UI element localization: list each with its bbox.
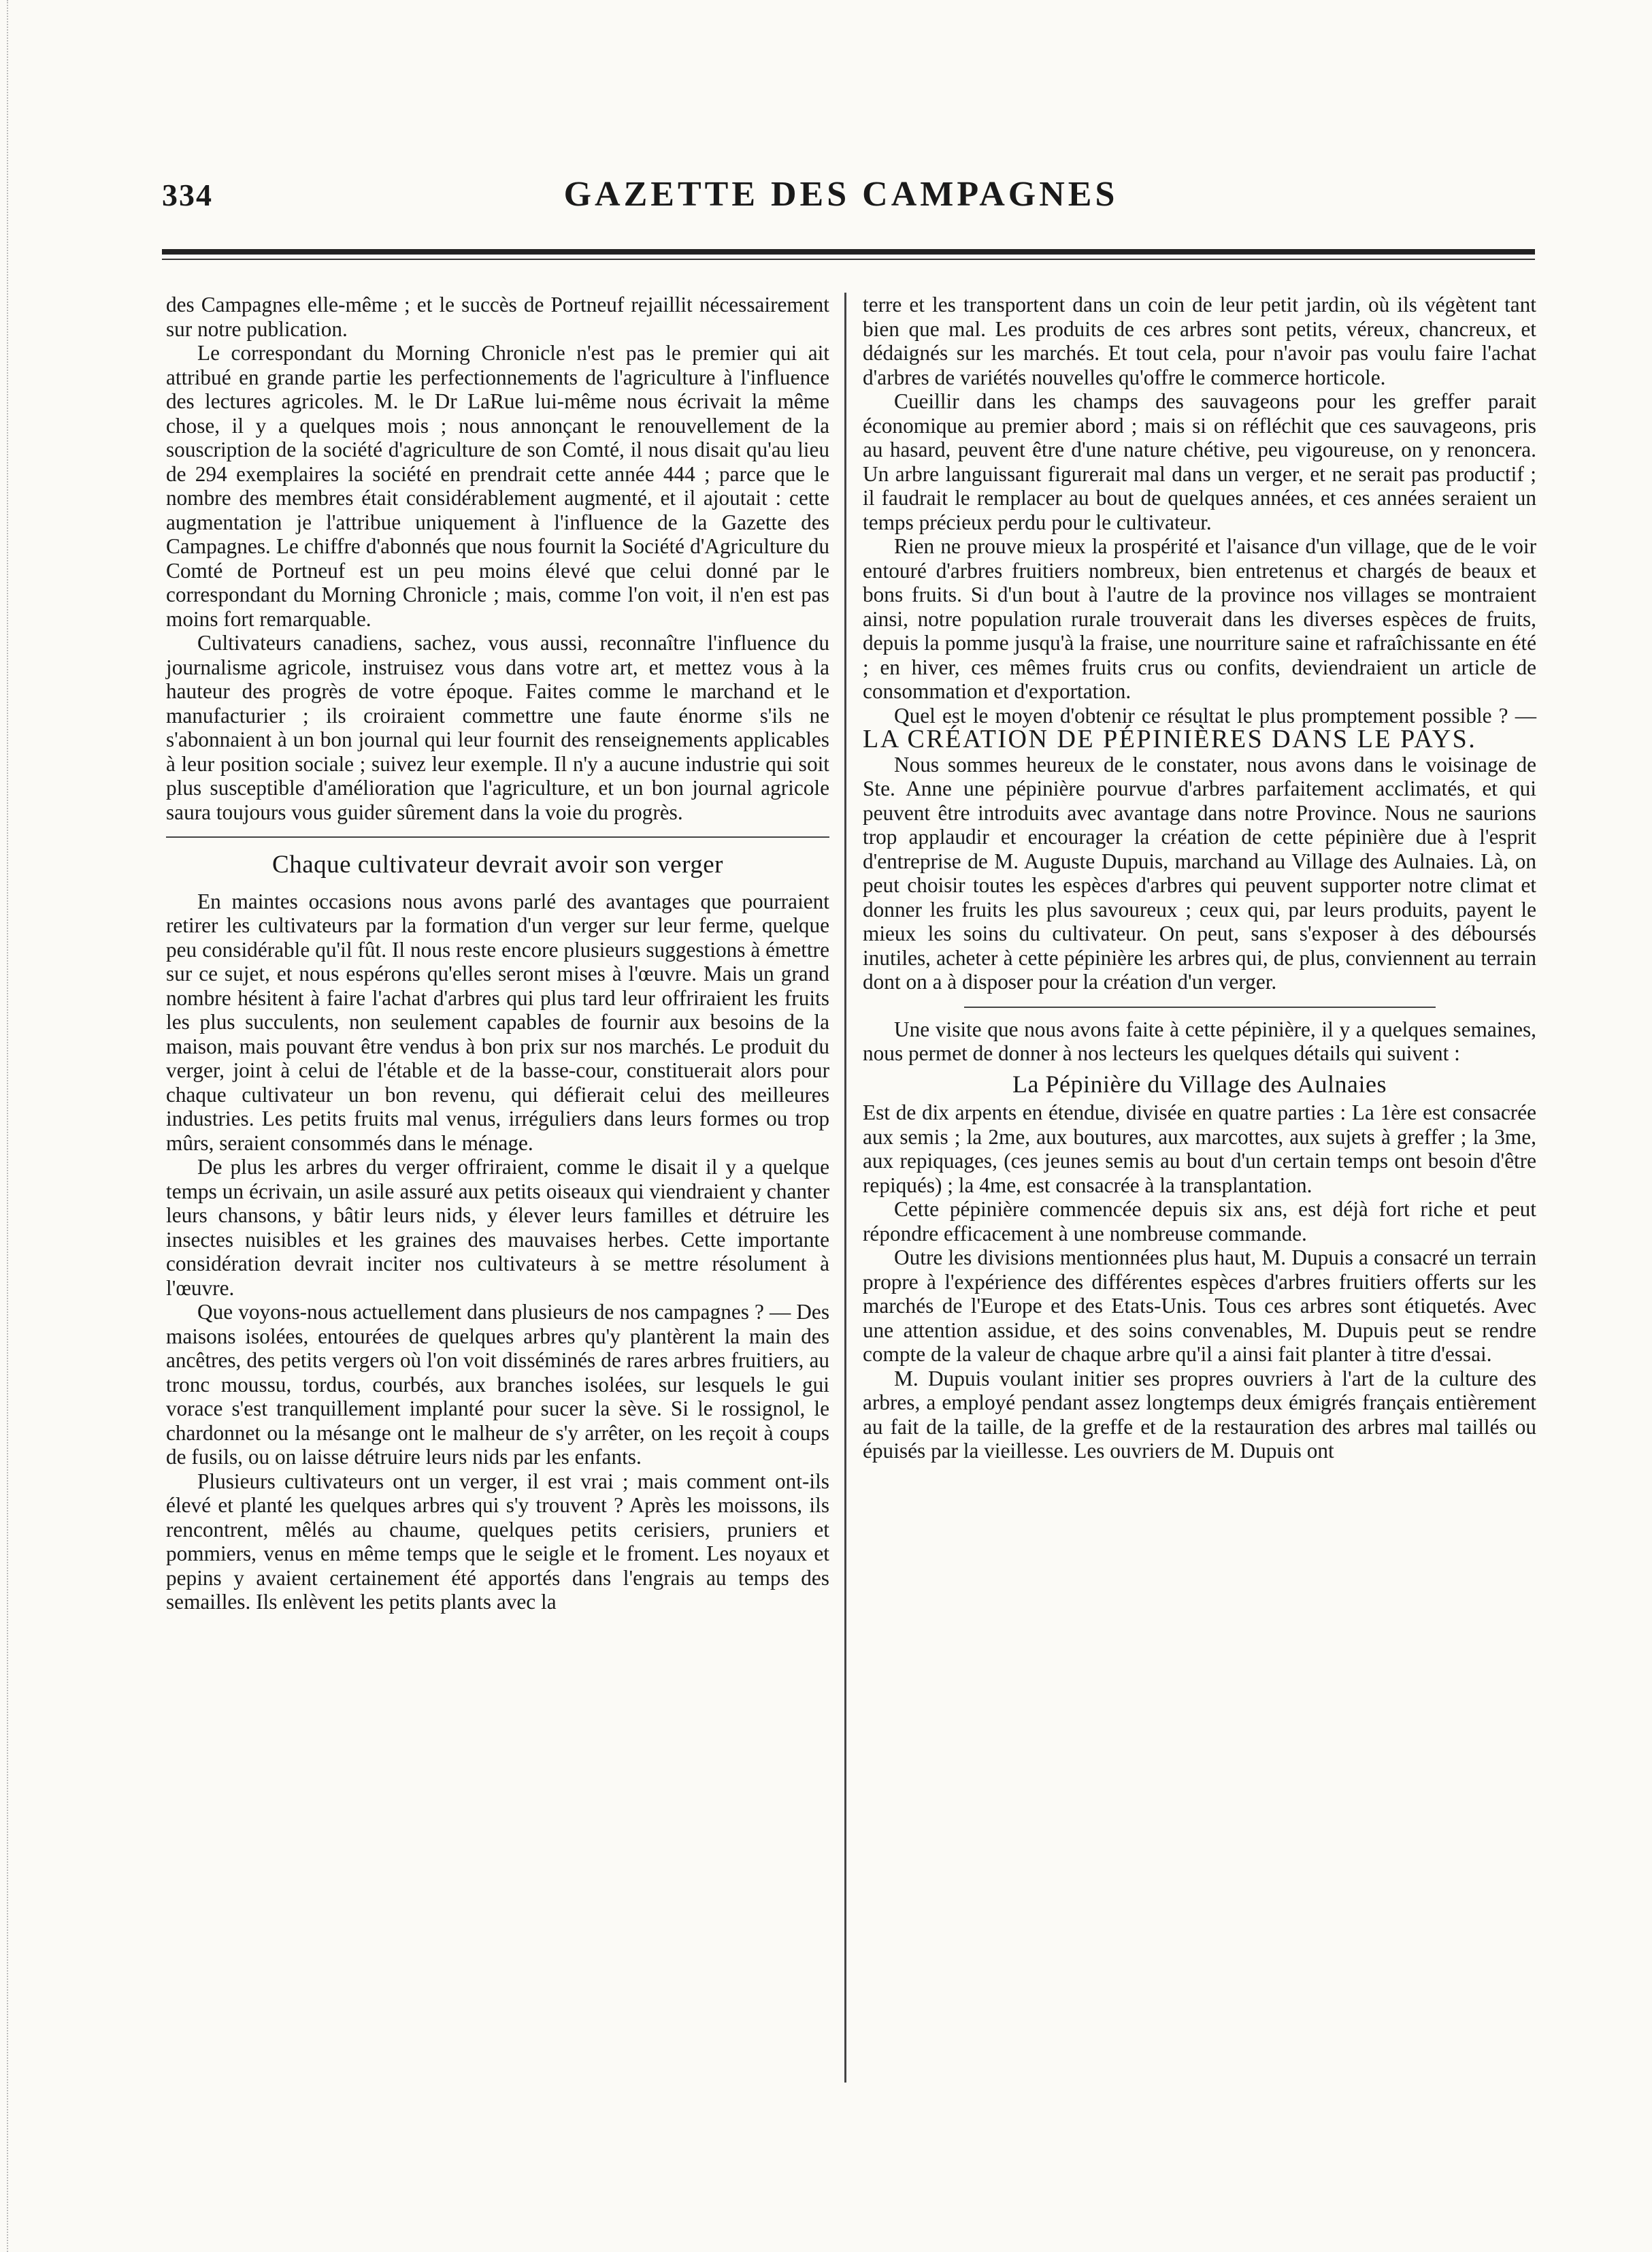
section-divider: [166, 836, 829, 838]
column-divider: [844, 293, 846, 2083]
paragraph: Cette pépinière commencée depuis six ans, est déjà fort riche et peut répondre efficacement à une nombreuse commande.: [863, 1197, 1536, 1245]
paragraph: Une visite que nous avons faite à cette pépinière, il y a quelques semaines, nous permet de donner à nos lecteurs les quelques détails qui suivent :: [863, 1017, 1536, 1065]
paragraph: des Campagnes elle-même ; et le succès de Portneuf rejaillit nécessairement sur notre publication.: [166, 293, 829, 341]
section-title: Chaque cultivateur devrait avoir son verger: [272, 851, 723, 879]
paragraph: Cueillir dans les champs des sauvageons pour les greffer parait économique au premier abord ; mais si on réfléchit que ces sauvageons, pris au hasard, peuvent être d'une nature chétive, peu vigoureuse, on y renoncera. Un arbre languissant figurerait mal dans un verger, et ne serait pas productif ; il faudrait le remplacer au bout de quelques années, et ces années seraient un temps précieux perdu pour le cultivateur.: [863, 389, 1536, 534]
question-caps: LA CRÉATION DE PÉPINIÈRES DANS LE PAYS.: [863, 725, 1477, 753]
paragraph: terre et les transportent dans un coin de leur petit jardin, où ils végètent tant bien que mal. Les produits de ces arbres sont petits, véreux, chancreux, et dédaignés sur les marchés. Et tout cela, pour n'avoir pas voulu faire l'achat d'arbres de variétés nouvelles qu'offre le commerce horticole.: [863, 293, 1536, 389]
paragraph: Que voyons-nous actuellement dans plusieurs de nos campagnes ? — Des maisons isolées, entourées de quelques arbres qu'y plantèrent la main des ancêtres, des petits vergers où l'on voit disséminés de rares arbres fruitiers, au tronc moussu, tordus, courbés, aux branches isolées, sur lesquels le gui vorace s'est tranquillement implanté pour sucer la sève. Si le rossignol, le chardonnet ou la mésange ont le malheur de s'y arrêter, on les reçoit à coups de fusils, ou on laisse détruire leurs nids par les enfants.: [166, 1300, 829, 1469]
running-title: GAZETTE DES CAMPAGNES: [563, 175, 1119, 214]
section-divider: [964, 1007, 1436, 1008]
paragraph: En maintes occasions nous avons parlé des avantages que pourraient retirer les cultivateurs par la formation d'un verger sur leur ferme, quelque peu considérable qu'il fût. Il nous reste encore plusieurs suggestions à émettre sur ce sujet, et nous espérons qu'elles seront mises à l'œuvre. Mais un grand nombre hésitent à faire l'achat d'arbres qui plus tard leur offriraient les fruits les plus succulents, non seulement capables de fournir aux besoins de la maison, mais pouvant être vendus à bon prix sur nos marchés. Le produit du verger, joint à celui de l'étable et de la basse-cour, constituerait alors pour chaque cultivateur un bon revenu, qui défierait celui des meilleures industries. Les petits fruits mal venus, irréguliers dans leurs formes ou trop mûrs, seraient consommés dans le ménage.: [166, 889, 829, 1155]
binding-margin: [7, 0, 22, 2252]
page-number: 334: [162, 178, 213, 212]
question-text: Quel est le moyen d'obtenir ce résultat le plus promptement possible ? —: [894, 703, 1536, 728]
header-rule-thin: [162, 259, 1535, 260]
question-paragraph: [863, 704, 1536, 753]
paragraph: Est de dix arpents en étendue, divisée en quatre parties : La 1ère est consacrée aux semis ; la 2me, aux boutures, aux marcottes, aux sujets à greffer ; la 3me, aux repiquages, (ces jeunes semis au bout d'un certain temps ont besoin d'être repiqués) ; la 4me, est consacrée à la transplantation.: [863, 1100, 1536, 1197]
page-header: [162, 170, 1520, 225]
header-rule-thick: [162, 249, 1535, 255]
paragraph: De plus les arbres du verger offriraient, comme le disait il y a quelque temps un écrivain, un asile assuré aux petits oiseaux qui viendraient y chanter leurs chansons, y bâtir leurs nids, y élever leurs familles et détruire les insectes nuisibles et les graines des mauvaises herbes. Cette importante considération devrait inciter nos cultivateurs à se mettre résolument à l'œuvre.: [166, 1155, 829, 1300]
paragraph: Nous sommes heureux de le constater, nous avons dans le voisinage de Ste. Anne une pépinière pourvue d'arbres parfaitement acclimatés, et qui peuvent être introduits avec avantage dans notre Province. Nous ne saurions trop applaudir et encourager la création de cette pépinière due à l'esprit d'entreprise de M. Auguste Dupuis, marchand au Village des Aulnaies. Là, on peut choisir toutes les espèces d'arbres qui peuvent supporter notre climat et donner les fruits les plus savoureux ; ceux qui, par leurs produits, payent le mieux les soins du cultivateur. On peut, sans s'exposer à des déboursés inutiles, acheter à cette pépinière les arbres qui, de plus, conviennent au terrain dont on a à disposer pour la création d'un verger.: [863, 752, 1536, 994]
paragraph: Le correspondant du Morning Chronicle n'est pas le premier qui ait attribué en grande partie les perfectionnements de l'agriculture à l'influence des lectures agricoles. M. le Dr LaRue lui-même nous écrivait la même chose, il y a quelques mois ; nous annonçant le renouvellement de la souscription de la société d'agriculture de son Comté, il nous disait qu'au lieu de 294 exemplaires la société en prendrait cette année 444 ; parce que le nombre des membres était considérablement augmenté, et il ajoutait : cette augmentation je l'attribue uniquement à l'influence de la Gazette des Campagnes. Le chiffre d'abonnés que nous fournit la Société d'Agriculture du Comté de Portneuf est un peu moins élevé que celui donné par le correspondant du Morning Chronicle ; mais, comme l'on voit, il n'en est pas moins fort remarquable.: [166, 341, 829, 631]
paragraph: Plusieurs cultivateurs ont un verger, il est vrai ; mais comment ont-ils élevé et planté les quelques arbres qui s'y trouvent ? Après les moissons, ils rencontrent, mêlés au chaume, quelques petits cerisiers, pruniers et pommiers, venus en même temps que le seigle et le froment. Les noyaux et pepins y avaient certainement été apportés dans l'engrais au temps des semailles. Ils enlèvent les petits plants avec la: [166, 1469, 829, 1614]
paragraph: Rien ne prouve mieux la prospérité et l'aisance d'un village, que de le voir entouré d'arbres fruitiers nombreux, bien entretenus et chargés de beaux et bons fruits. Si d'un bout à l'autre de la province nos villages se montraient ainsi, notre population rurale trouverait dans les diverses espèces de fruits, depuis la pomme jusqu'à la fraise, une nourriture saine et rafraîchissante en été ; en hiver, ces mêmes fruits crus ou confits, deviendraient un article de consommation et d'exportation.: [863, 534, 1536, 703]
paragraph: M. Dupuis voulant initier ses propres ouvriers à l'art de la culture des arbres, a employé pendant assez longtemps deux émigrés français entièrement au fait de la taille, de la greffe et de la restauration des arbres mal taillés ou épuisés par la vieillesse. Les ouvriers de M. Dupuis ont: [863, 1366, 1536, 1463]
right-column: [863, 293, 1536, 1463]
subsection-title: La Pépinière du Village des Aulnaies: [1012, 1070, 1387, 1098]
paragraph: Outre les divisions mentionnées plus haut, M. Dupuis a consacré un terrain propre à l'expérience des différentes espèces d'arbres fruitiers offerts sur les marchés de l'Europe et des Etats-Unis. Tous ces arbres sont étiquetés. Avec une attention assidue, et des soins convenables, M. Dupuis peut se rendre compte de la valeur de chaque arbre qu'il a ainsi fait planter à titre d'essai.: [863, 1245, 1536, 1366]
paragraph: Cultivateurs canadiens, sachez, vous aussi, reconnaître l'influence du journalisme agricole, instruisez vous dans votre art, et mettez vous à la hauteur des progrès de votre époque. Faites comme le marchand et le manufacturier ; ils croiraient commettre une faute énorme s'ils ne s'abonnaient à un bon journal qui leur fournit des renseignements applicables à leur position sociale ; suivez leur exemple. Il n'y a aucune industrie qui soit plus susceptible d'amélioration que l'agriculture, et un bon journal agricole saura toujours vous guider sûrement dans la voie du progrès.: [166, 631, 829, 824]
left-column: [166, 293, 829, 1614]
